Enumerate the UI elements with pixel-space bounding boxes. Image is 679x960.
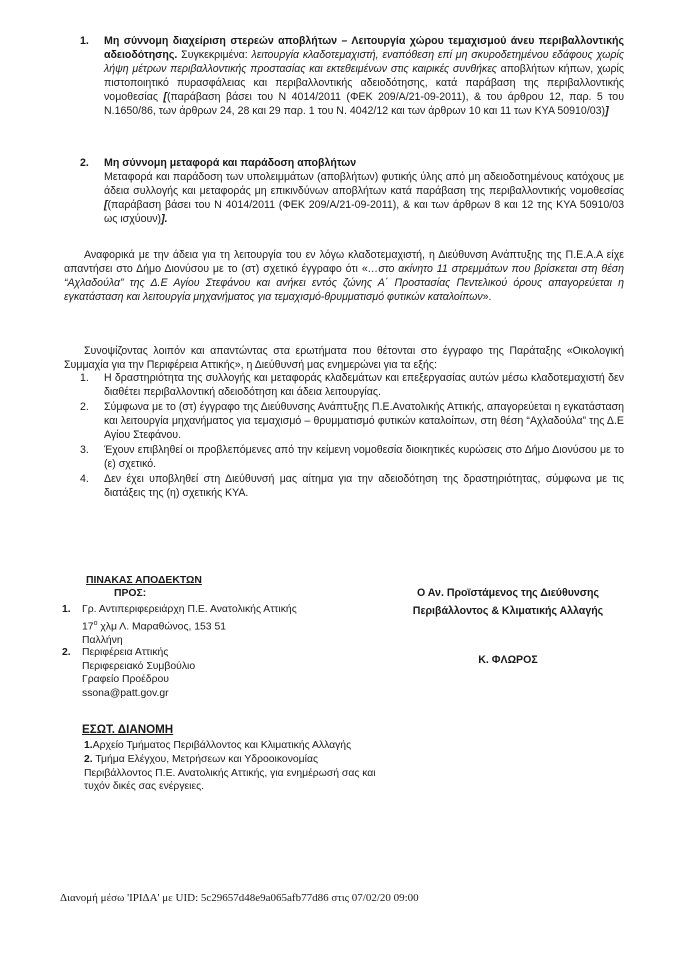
- paragraph-license: [64, 248, 624, 304]
- distribution-line: [84, 753, 376, 767]
- recipient-email[interactable]: ssona@patt.gov.gr: [82, 687, 169, 699]
- paragraph-summary: Συνοψίζοντας λοιπόν και απαντώντας στα ερωτήματα που θέτονται στο έγγραφο της Παράταξης «Οικολογική Συμμαχία για την Περιφέρεια Αττικής», η Διεύθυνσή μας ενημερώνει για τα εξής:: [64, 345, 624, 371]
- violation-item-1: [80, 34, 624, 118]
- distribution-line: Περιβάλλοντος Π.Ε. Ανατολικής Αττικής, για ενημέρωσή σας και: [84, 767, 376, 779]
- recipient-line: Γραφείο Προέδρου: [82, 674, 169, 686]
- signature-line: Ο Αν. Προϊστάμενος της Διεύθυνσης: [417, 587, 599, 599]
- signature-name: Κ. ΦΛΩΡΟΣ: [478, 654, 538, 666]
- distribution-line: τυχόν δικές σας ενέργειες.: [84, 781, 204, 793]
- bracket-open: [: [104, 199, 108, 211]
- item-lead: Συγκεκριμένα:: [177, 49, 252, 61]
- item-title: Μη σύννομη διαχείριση στερεών αποβλήτων – Λειτουργία χώρου τεμαχισμού άνευ περιβαλλοντικής αδειοδότησης.: [104, 35, 624, 61]
- distribution-line: [84, 739, 376, 753]
- internal-distribution: [84, 739, 376, 794]
- recipient-number: 1.: [62, 604, 71, 615]
- signature-line: Περιβάλλοντος & Κλιματικής Αλλαγής: [412, 605, 604, 617]
- recipient-line: Παλλήνη: [82, 634, 123, 646]
- footer-distribution-note: Διανομή μέσω 'ΙΡΙΔΑ' με UID: 5c29657d48e9a065afb77d86 στις 07/02/20 09:00: [60, 892, 419, 904]
- internal-distribution-title: ΕΣΩΤ. ΔΙΑΝΟΜΗ: [82, 723, 174, 736]
- recipient-body: [82, 646, 195, 700]
- list-text: Έχουν επιβληθεί οι προβλεπόμενες από την κείμενη νομοθεσία διοικητικές κυρώσεις στο Δήμο Διονύσου με το (ε) σχετικό.: [104, 444, 624, 470]
- item-body: [104, 34, 624, 118]
- law-reference: (παράβαση βάσει του Ν 4014/2011 (ΦΕΚ 209/Α/21-09-2011), & και των άρθρων 8 και 12 της ΚΥΑ 50910/03 ως ισχύουν): [104, 199, 624, 225]
- signature-title: [397, 584, 619, 620]
- recipients-to-label: ΠΡΟΣ:: [114, 588, 147, 599]
- list-item: [80, 443, 624, 471]
- ordinal-superscript: ο: [93, 619, 98, 627]
- item-title: Μη σύννομη μεταφορά και παράδοση αποβλήτων: [104, 157, 357, 169]
- item-number: 2.: [80, 157, 89, 169]
- recipient-line: Γρ. Αντιπεριφερειάρχη Π.Ε. Ανατολικής Αττικής: [82, 604, 297, 615]
- recipient-number: 2.: [62, 647, 71, 658]
- quoted-text: …στο ακίνητο 11 στρεμμάτων που βρίσκεται στη θέση “Αχλαδούλα” της Δ.Ε Αγίου Στεφάνου και ανήκει εντός ζώνης Α΄ Προστασίας Πεντελικού όρους απαγορεύεται η εγκατάσταση και λειτουργία μηχανήματος για τεμαχισμό-θρυμματισμό φυτικών καταλοίπων: [64, 263, 624, 303]
- street-text: χλμ Λ. Μαραθώνος, 153 51: [97, 621, 227, 633]
- list-item: [80, 371, 624, 399]
- list-text: Σύμφωνα με το (στ) έγγραφο της Διεύθυνσης Ανάπτυξης Π.Ε.Ανατολικής Αττικής, απαγορεύεται η εγκατάσταση και λειτουργία μηχανήματος για τεμαχισμό – θρυμματισμό φυτικών καταλοίπων, στη θέση “Αχλαδούλα” της Δ.Ε Αγίου Στεφάνου.: [104, 401, 624, 441]
- distribution-number: 2.: [84, 753, 93, 765]
- list-item: [80, 472, 624, 500]
- recipients-title: ΠΙΝΑΚΑΣ ΑΠΟΔΕΚΤΩΝ: [86, 575, 202, 586]
- list-text: Δεν έχει υποβληθεί στη Διεύθυνσή μας αίτημα για την αδειοδότηση της δραστηριότητας, σύμφωνα με τις διατάξεις της (η) σχετικής ΚΥΑ.: [104, 473, 624, 499]
- street-number: 17: [82, 621, 94, 633]
- item-italic-text: λειτουργία κλαδοτεμαχιστή, εναπόθεση επί μη σκυροδετημένου εδάφους χωρίς λήψη μέτρων περιβαλλοντικής προστασίας και εκτεθειμένων στις καιρικές συνθήκες: [104, 49, 624, 75]
- distribution-text: Τμήμα Ελέγχου, Μετρήσεων και Υδροοικονομίας: [92, 753, 318, 765]
- recipient-body: [82, 603, 297, 647]
- recipient-line: [82, 617, 297, 634]
- list-number: 3.: [80, 444, 89, 456]
- list-text: Η δραστηριότητα της συλλογής και μεταφοράς κλαδεμάτων και επεξεργασίας αυτών μέσω κλαδοτεμαχιστή δεν διαθέτει περιβαλλοντική αδειοδότηση και άδεια λειτουργίας.: [104, 372, 624, 398]
- violation-item-2: [80, 156, 624, 226]
- law-reference: (παράβαση βάσει του Ν 4014/2011 (ΦΕΚ 209/Α/21-09-2011), & του άρθρου 12, παρ. 5 του Ν.1650/86, των άρθρων 24, 28 και 29 παρ. 1 του Ν. 4042/12 και των άρθρων 10 και 11 των ΚΥΑ 50910/03): [104, 91, 624, 117]
- bracket-open: [: [163, 91, 167, 103]
- bracket-close: ]: [605, 105, 609, 117]
- distribution-text: Αρχείο Τμήματος Περιβάλλοντος και Κλιματικής Αλλαγής: [92, 740, 352, 751]
- list-item: [80, 400, 624, 442]
- list-number: 1.: [80, 372, 89, 384]
- item-text: αποβλήτων κήπων, χωρίς πιστοποιητικό πυρασφάλειας και περιβαλλοντικής αδειοδότησης, κατά παράβαση της περιβαλλοντικής νομοθεσίας: [104, 63, 624, 103]
- distribution-number: 1.: [84, 740, 93, 751]
- list-number: 2.: [80, 401, 89, 413]
- quote-close: ».: [482, 291, 492, 303]
- recipient-line: Περιφέρεια Αττικής: [82, 647, 169, 658]
- recipient-line: Περιφερειακό Συμβούλιο: [82, 660, 196, 672]
- answers-list: [80, 371, 624, 501]
- item-text: Μεταφορά και παράδοση των υπολειμμάτων (αποβλήτων) φυτικής ύλης από μη αδειοδοτημένους κατόχους με άδεια συλλογής και μεταφοράς μη επικινδύνων αποβλήτων κατά παράβαση της περιβαλλοντικής νομοθεσίας: [104, 171, 624, 197]
- bracket-close: ].: [161, 213, 168, 225]
- list-number: 4.: [80, 473, 89, 485]
- paragraph-text: Αναφορικά με την άδεια για τη λειτουργία του εν λόγω κλαδοτεμαχιστή, η Διεύθυνση Ανάπτυξης της Π.Ε.Α.Α είχε απαντήσει στο Δήμο Διονύσου με το (στ) σχετικό έγγραφο ότι «: [64, 249, 624, 275]
- item-number: 1.: [80, 35, 89, 47]
- item-body: [104, 156, 624, 226]
